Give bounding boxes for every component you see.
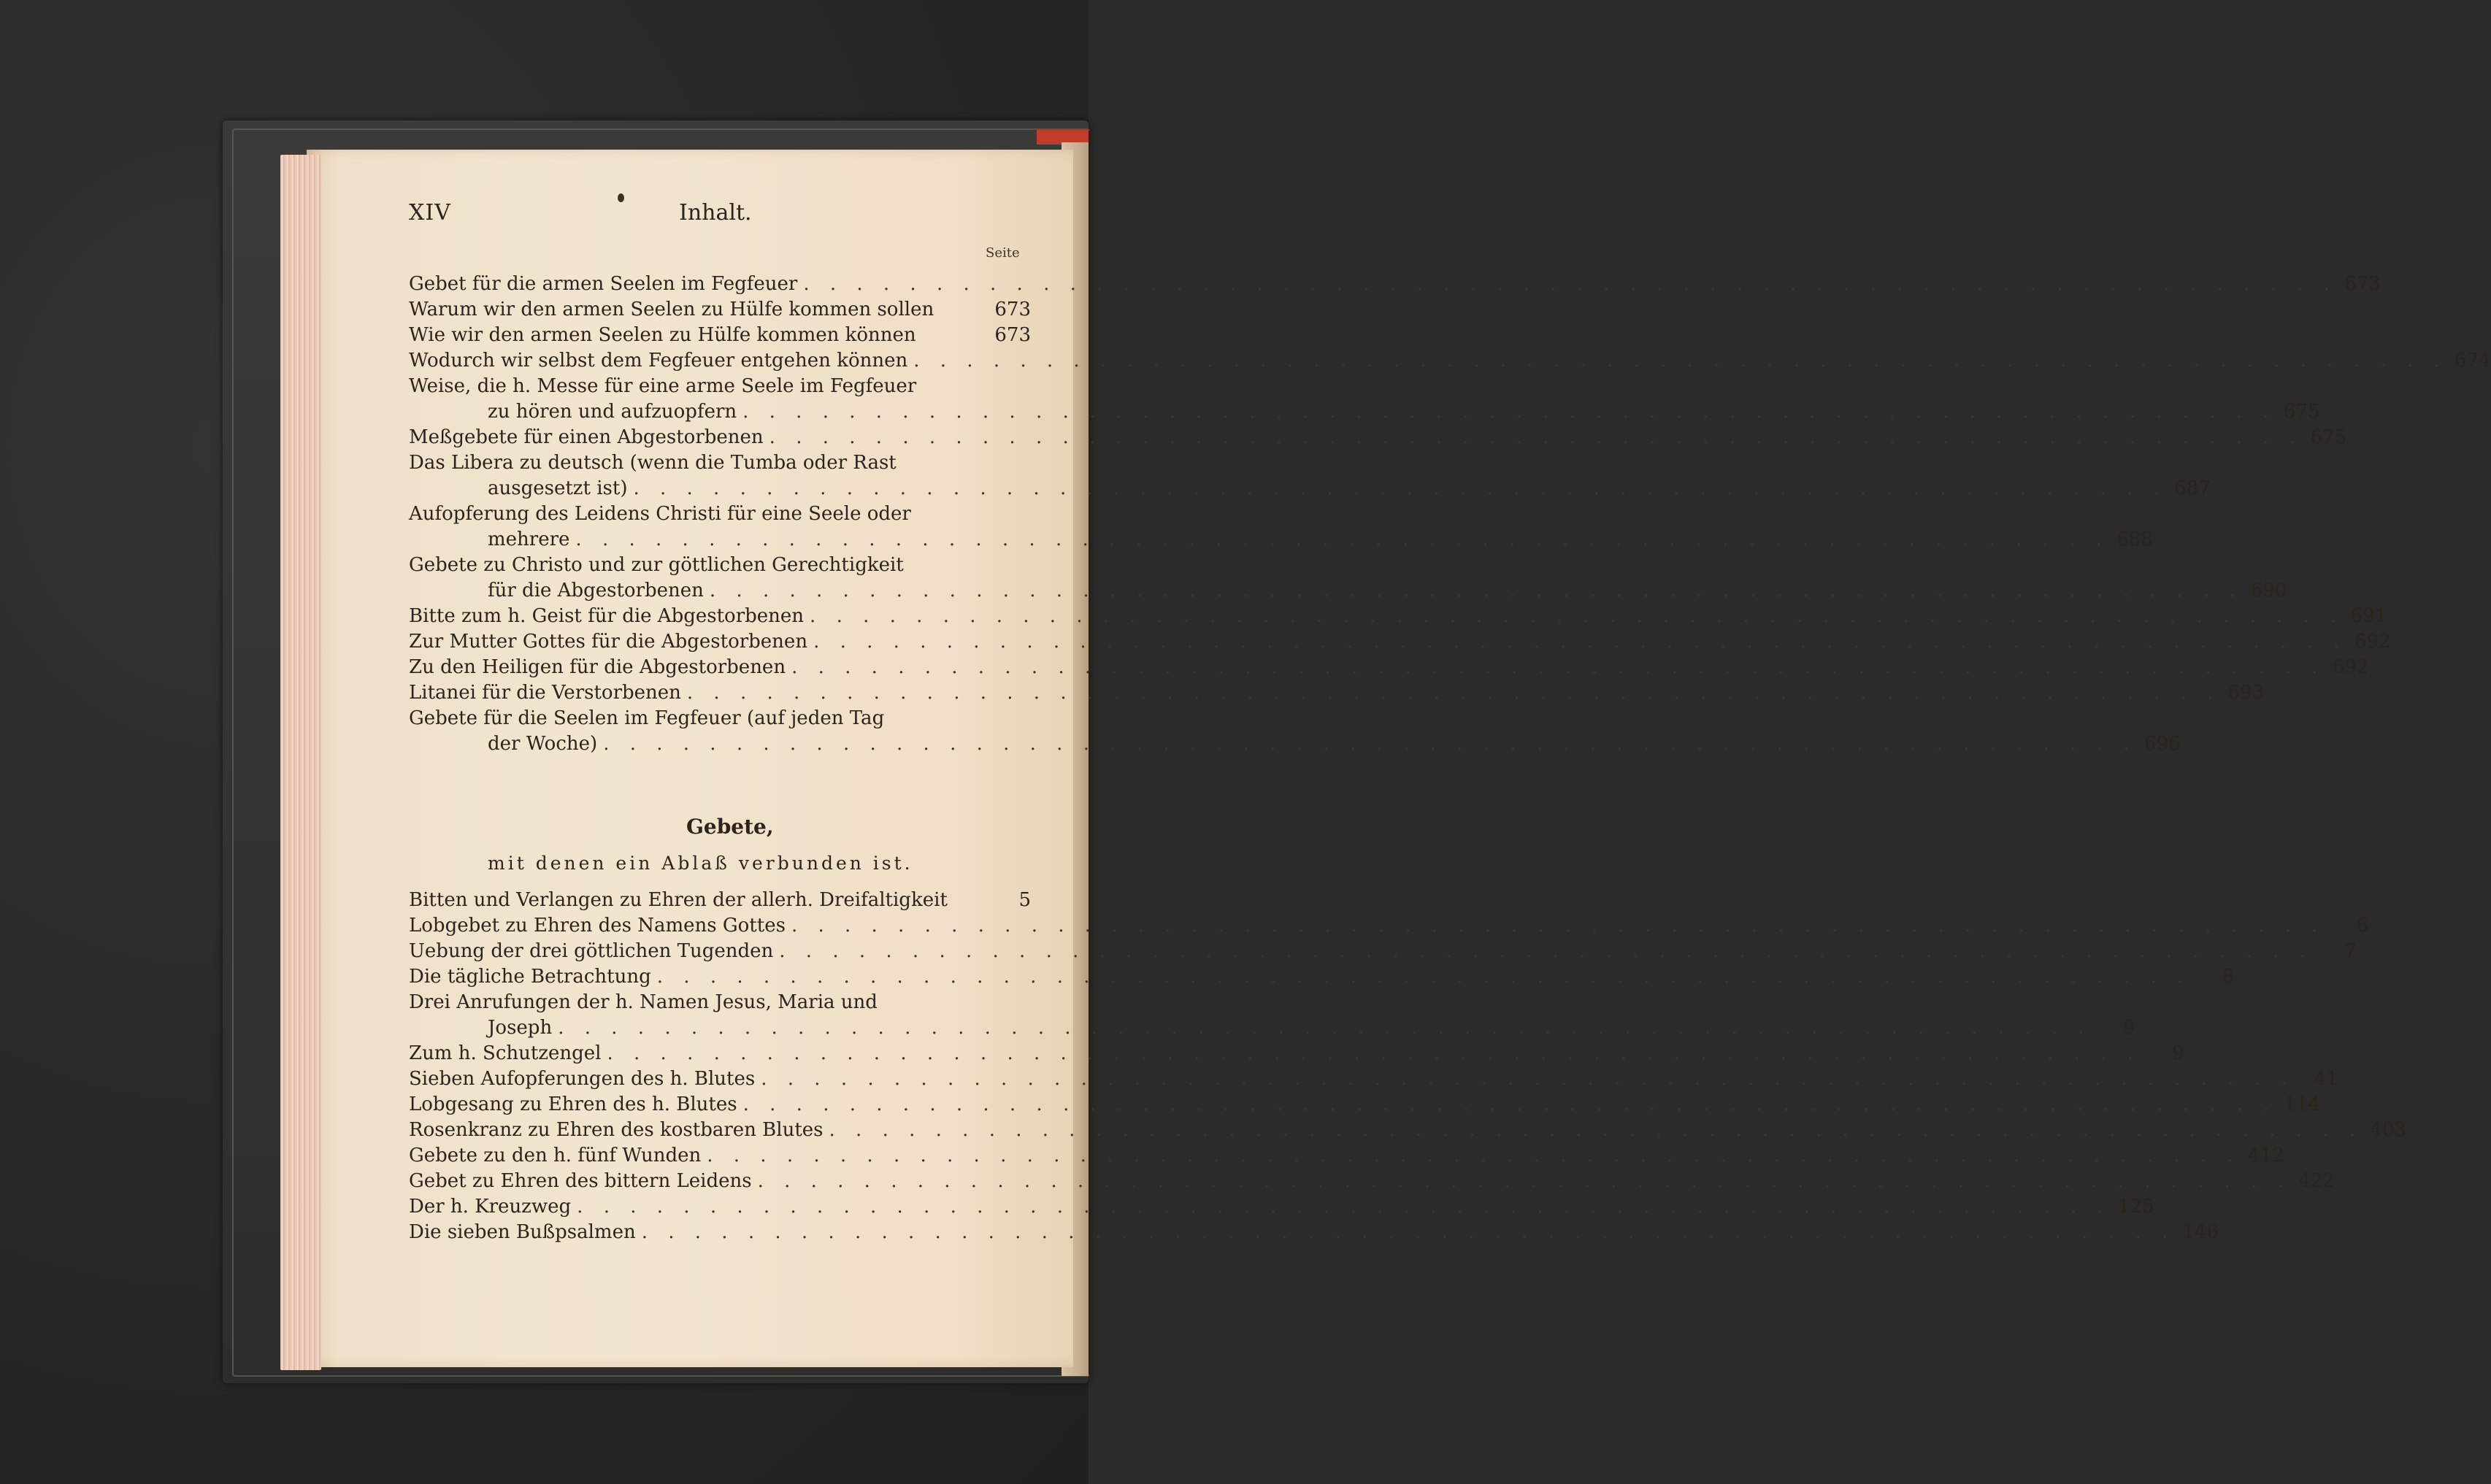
toc-entry-title: ausgesetzt ist): [488, 477, 628, 499]
toc-entry-title: Wie wir den armen Seelen zu Hülfe kommen können: [409, 324, 916, 346]
toc-entry: [409, 348, 2491, 374]
toc-entry: [409, 425, 2347, 450]
toc-entry-title: Meßgebete für einen Abgestorbenen: [409, 426, 764, 448]
toc-entry: [409, 1220, 2219, 1245]
dot-leader: [752, 1169, 2291, 1194]
toc-entry: [409, 323, 1031, 348]
toc-entry-title: Zu den Heiligen für die Abgestorbenen: [409, 656, 786, 678]
toc-entry-page: 692: [2332, 656, 2369, 678]
toc-entry: [409, 374, 1031, 399]
toc-entry-title: Bitte zum h. Geist für die Abgestorbenen: [409, 605, 805, 627]
toc-entry: [409, 1194, 2154, 1220]
toc-entry: [409, 578, 2287, 604]
toc-entry-page: 696: [2143, 733, 2181, 755]
page-number: XIV: [409, 200, 451, 226]
toc-entry-page: 412: [2248, 1145, 2284, 1166]
toc-entry: [409, 1118, 2406, 1143]
toc-entry-page: 673: [994, 324, 1031, 346]
toc-entry: [409, 399, 2320, 425]
toc-entry-page: 9: [2172, 1042, 2184, 1064]
toc-entry-title: Das Libera zu deutsch (wenn die Tumba oder Rast: [409, 452, 897, 474]
dot-leader: [907, 348, 2446, 374]
toc-entry-page: 693: [2227, 682, 2265, 704]
toc-entry-title: Die tägliche Betrachtung: [409, 966, 651, 988]
toc-entry: [409, 888, 1031, 913]
dot-leader: [681, 680, 2220, 706]
toc-entry-page: 690: [2250, 580, 2287, 601]
toc-entry-title: Joseph: [488, 1017, 553, 1039]
dot-leader: [636, 1220, 2175, 1245]
toc-entry-page: 7: [2344, 940, 2357, 962]
dot-leader: [797, 272, 2336, 297]
section-subheading: mit denen ein Ablaß verbunden ist.: [488, 853, 913, 874]
section-heading: Gebete,: [686, 815, 774, 839]
toc-entry-title: Lobgesang zu Ehren des h. Blutes: [409, 1093, 737, 1115]
toc-list-bottom: [409, 888, 2406, 1245]
toc-entry-title: der Woche): [488, 733, 598, 755]
toc-entry-title: Gebet für die armen Seelen im Fegfeuer: [409, 273, 798, 295]
dot-leader: [807, 629, 2346, 655]
toc-entry: [409, 706, 1031, 731]
toc-entry-page: 41: [2314, 1068, 2338, 1090]
dot-leader: [786, 655, 2325, 680]
dot-leader: [755, 1066, 2294, 1092]
toc-entry: [409, 629, 2391, 655]
toc-entry: [409, 939, 2357, 964]
toc-entry-title: Sieben Aufopferungen des h. Blutes: [409, 1068, 756, 1090]
toc-entry: [409, 1066, 2338, 1092]
toc-entry: [409, 1169, 2335, 1194]
toc-entry-page: 8: [2222, 966, 2235, 988]
toc-list-top: [409, 272, 2491, 757]
toc-entry-title: Bitten und Verlangen zu Ehren der allerh. Dreifaltigkeit: [409, 889, 948, 911]
column-label: Seite: [986, 245, 1020, 261]
dot-leader: [571, 1194, 2110, 1220]
toc-entry-title: Gebete für die Seelen im Fegfeuer (auf jeden Tag: [409, 707, 885, 729]
ink-dot: [618, 193, 624, 202]
toc-entry-title: Die sieben Bußpsalmen: [409, 1221, 636, 1243]
toc-entry-title: Gebete zu den h. fünf Wunden: [409, 1145, 702, 1166]
toc-entry-title: Zur Mutter Gottes für die Abgestorbenen: [409, 631, 808, 653]
toc-entry-title: Drei Anrufungen der h. Namen Jesus, Maria und: [409, 991, 878, 1013]
dot-leader: [804, 604, 2343, 629]
dot-leader: [552, 1015, 2091, 1041]
toc-entry: [409, 450, 1031, 476]
toc-entry-page: 687: [2174, 477, 2211, 499]
dot-leader: [773, 939, 2312, 964]
dot-leader: [786, 913, 2325, 939]
toc-entry-page: 422: [2298, 1170, 2335, 1192]
dot-leader: [737, 1092, 2276, 1118]
toc-entry: [409, 913, 2369, 939]
dot-leader: [569, 527, 2108, 553]
toc-entry-page: 9: [2123, 1017, 2135, 1039]
toc-entry-title: Uebung der drei göttlichen Tugenden: [409, 940, 774, 962]
toc-entry: [409, 1015, 2135, 1041]
toc-entry-title: für die Abgestorbenen: [488, 580, 704, 601]
toc-entry: [409, 476, 2211, 501]
toc-entry: [409, 272, 2381, 297]
toc-entry-page: 675: [2283, 401, 2320, 423]
dot-leader: [737, 399, 2276, 425]
toc-entry-title: Rosenkranz zu Ehren des kostbaren Blutes: [409, 1119, 824, 1141]
toc-entry-title: Aufopferung des Leidens Christi für eine Seele oder: [409, 503, 911, 525]
toc-entry: [409, 964, 2235, 990]
toc-entry-page: 691: [2350, 605, 2387, 627]
toc-entry-page: 5: [1018, 889, 1031, 911]
toc-entry-page: 146: [2182, 1221, 2219, 1243]
dot-leader: [651, 964, 2190, 990]
toc-entry-title: zu hören und aufzuopfern: [488, 401, 737, 423]
toc-entry-title: Gebet zu Ehren des bittern Leidens: [409, 1170, 752, 1192]
dot-leader: [701, 1143, 2240, 1169]
toc-entry: [409, 655, 2369, 680]
toc-entry-page: 125: [2117, 1196, 2154, 1218]
toc-entry: [409, 1143, 2284, 1169]
toc-entry: [409, 1041, 2184, 1066]
page-stack-edge: [280, 155, 321, 1370]
dot-leader: [824, 1118, 2363, 1143]
toc-entry: [409, 1092, 2321, 1118]
page-title: Inhalt.: [679, 200, 752, 226]
toc-entry-title: Litanei für die Verstorbenen: [409, 682, 681, 704]
toc-entry: [409, 680, 2265, 706]
toc-entry: [409, 990, 1031, 1015]
toc-entry-page: 692: [2354, 631, 2391, 653]
toc-entry-title: Gebete zu Christo und zur göttlichen Gerechtigkeit: [409, 554, 904, 576]
toc-entry: [409, 527, 2153, 553]
toc-entry-page: 674: [2454, 350, 2491, 372]
toc-entry-page: 114: [2284, 1093, 2321, 1115]
toc-entry-page: 673: [994, 299, 1031, 320]
toc-entry: [409, 297, 1031, 323]
toc-entry-page: 673: [2344, 273, 2381, 295]
dot-leader: [602, 1041, 2141, 1066]
toc-entry-page: 675: [2310, 426, 2347, 448]
toc-entry: [409, 501, 1031, 527]
dot-leader: [627, 476, 2166, 501]
toc-entry-title: Lobgebet zu Ehren des Namens Gottes: [409, 915, 786, 937]
toc-entry: [409, 604, 2387, 629]
toc-entry: [409, 553, 1031, 578]
dot-leader: [597, 731, 2136, 757]
toc-entry-title: Wodurch wir selbst dem Fegfeuer entgehen können: [409, 350, 908, 372]
toc-entry-page: 688: [2116, 528, 2153, 550]
toc-entry-page: 6: [2356, 915, 2369, 937]
toc-entry-title: Warum wir den armen Seelen zu Hülfe kommen sollen: [409, 299, 934, 320]
toc-entry-title: Zum h. Schutzengel: [409, 1042, 602, 1064]
toc-entry-page: 403: [2370, 1119, 2406, 1141]
toc-entry-title: mehrere: [488, 528, 570, 550]
toc-entry-title: Weise, die h. Messe für eine arme Seele im Fegfeuer: [409, 375, 917, 397]
dot-leader: [764, 425, 2303, 450]
toc-entry-title: Der h. Kreuzweg: [409, 1196, 572, 1218]
toc-entry: [409, 731, 2181, 757]
dot-leader: [704, 578, 2243, 604]
